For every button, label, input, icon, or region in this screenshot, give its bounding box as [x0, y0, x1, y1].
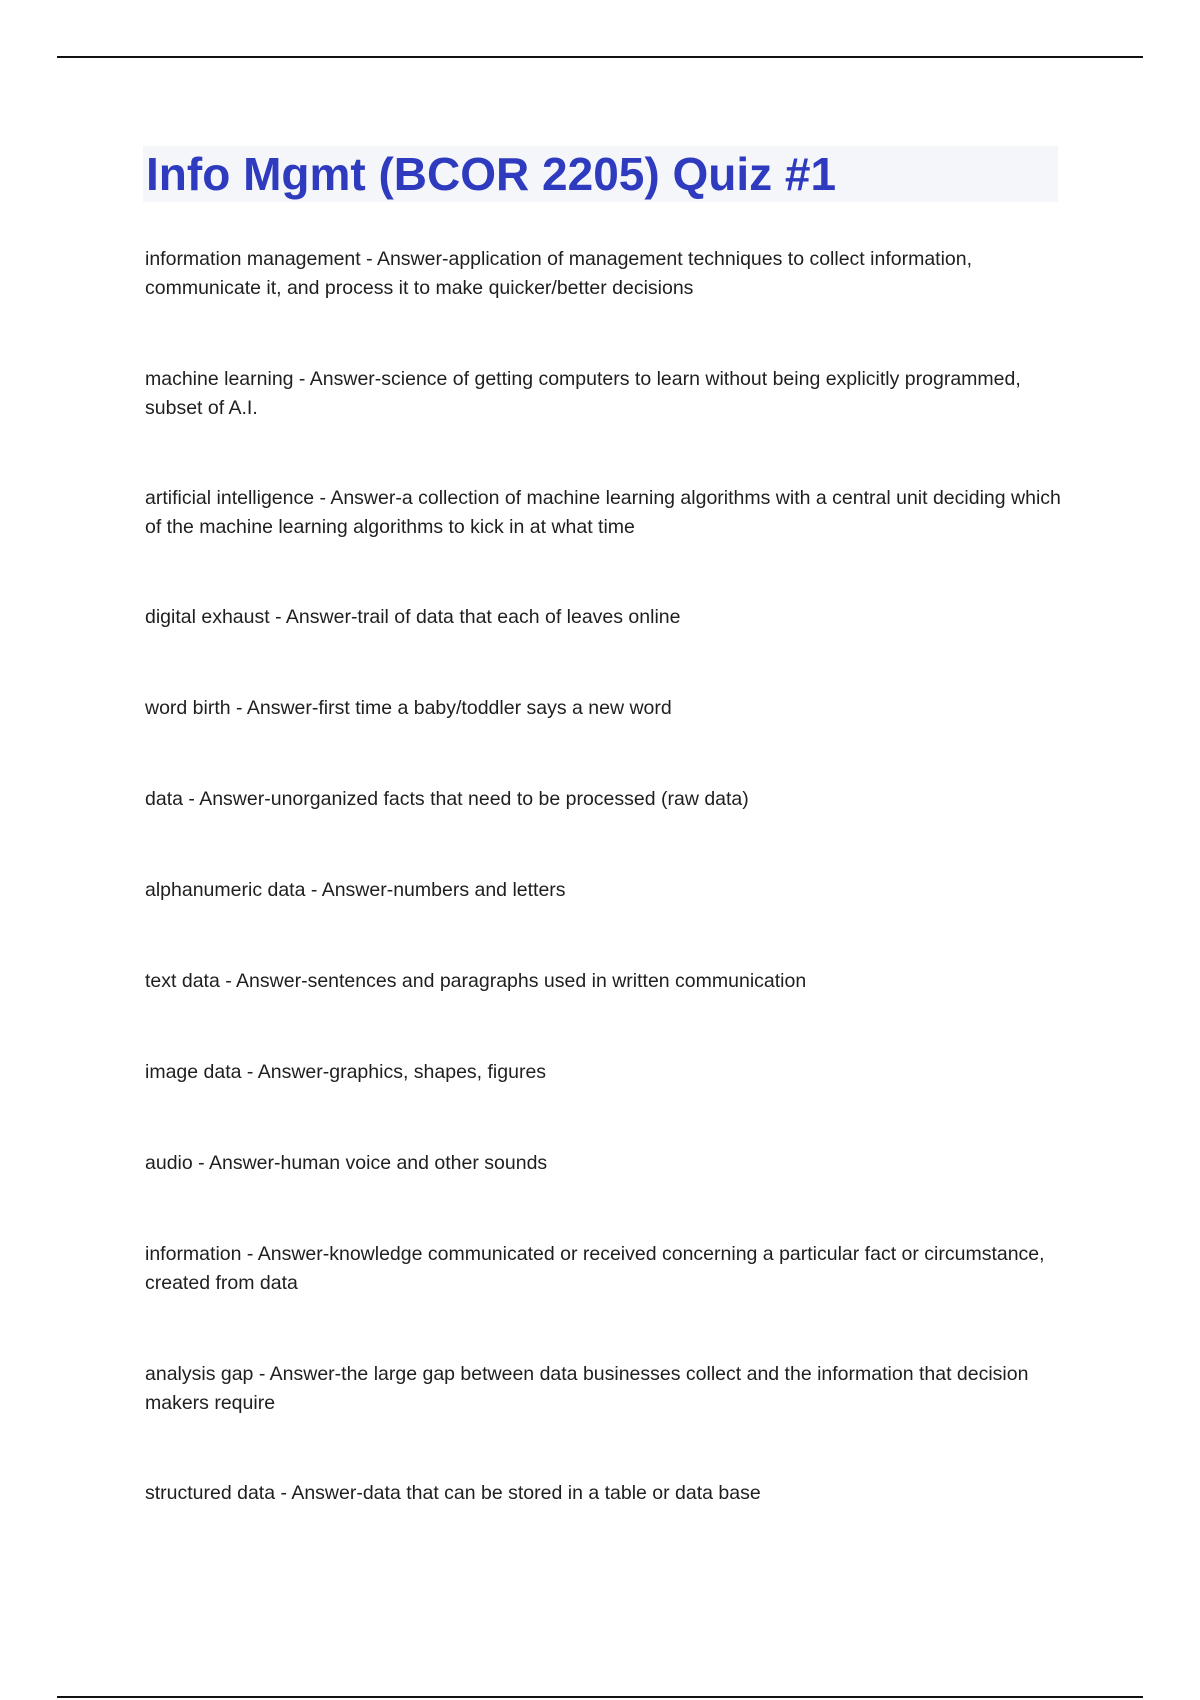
flashcard-entry: word birth - Answer-first time a baby/toddler says a new word	[145, 697, 672, 719]
flashcard-entry: information management - Answer-application of management techniques to collect information, communicate it, and process it to make quicker/better decisions	[145, 248, 973, 299]
flashcard-entry: image data - Answer-graphics, shapes, figures	[145, 1061, 547, 1083]
top-rule	[57, 56, 1143, 58]
flashcard-entry: machine learning - Answer-science of getting computers to learn without being explicitly programmed, subset of A.I.	[145, 368, 1021, 419]
bottom-rule	[57, 1696, 1143, 1698]
flashcard-entry: audio - Answer-human voice and other sounds	[145, 1152, 548, 1174]
document-title: Info Mgmt (BCOR 2205) Quiz #1	[146, 148, 837, 200]
flashcard-entry: data - Answer-unorganized facts that need to be processed (raw data)	[145, 788, 749, 810]
flashcard-entry: structured data - Answer-data that can be stored in a table or data base	[145, 1482, 761, 1504]
flashcard-entry: artificial intelligence - Answer-a collection of machine learning algorithms with a central unit deciding which of the machine learning algorithms to kick in at what time	[145, 487, 1061, 538]
flashcard-entry: digital exhaust - Answer-trail of data that each of leaves online	[145, 606, 681, 628]
flashcard-list	[145, 245, 1070, 1508]
flashcard-entry: information - Answer-knowledge communicated or received concerning a particular fact or circumstance, created from data	[145, 1243, 1045, 1294]
flashcard-entry: alphanumeric data - Answer-numbers and letters	[145, 879, 566, 901]
flashcard-entry: analysis gap - Answer-the large gap between data businesses collect and the information that decision makers require	[145, 1363, 1029, 1414]
flashcard-entry: text data - Answer-sentences and paragraphs used in written communication	[145, 970, 807, 992]
